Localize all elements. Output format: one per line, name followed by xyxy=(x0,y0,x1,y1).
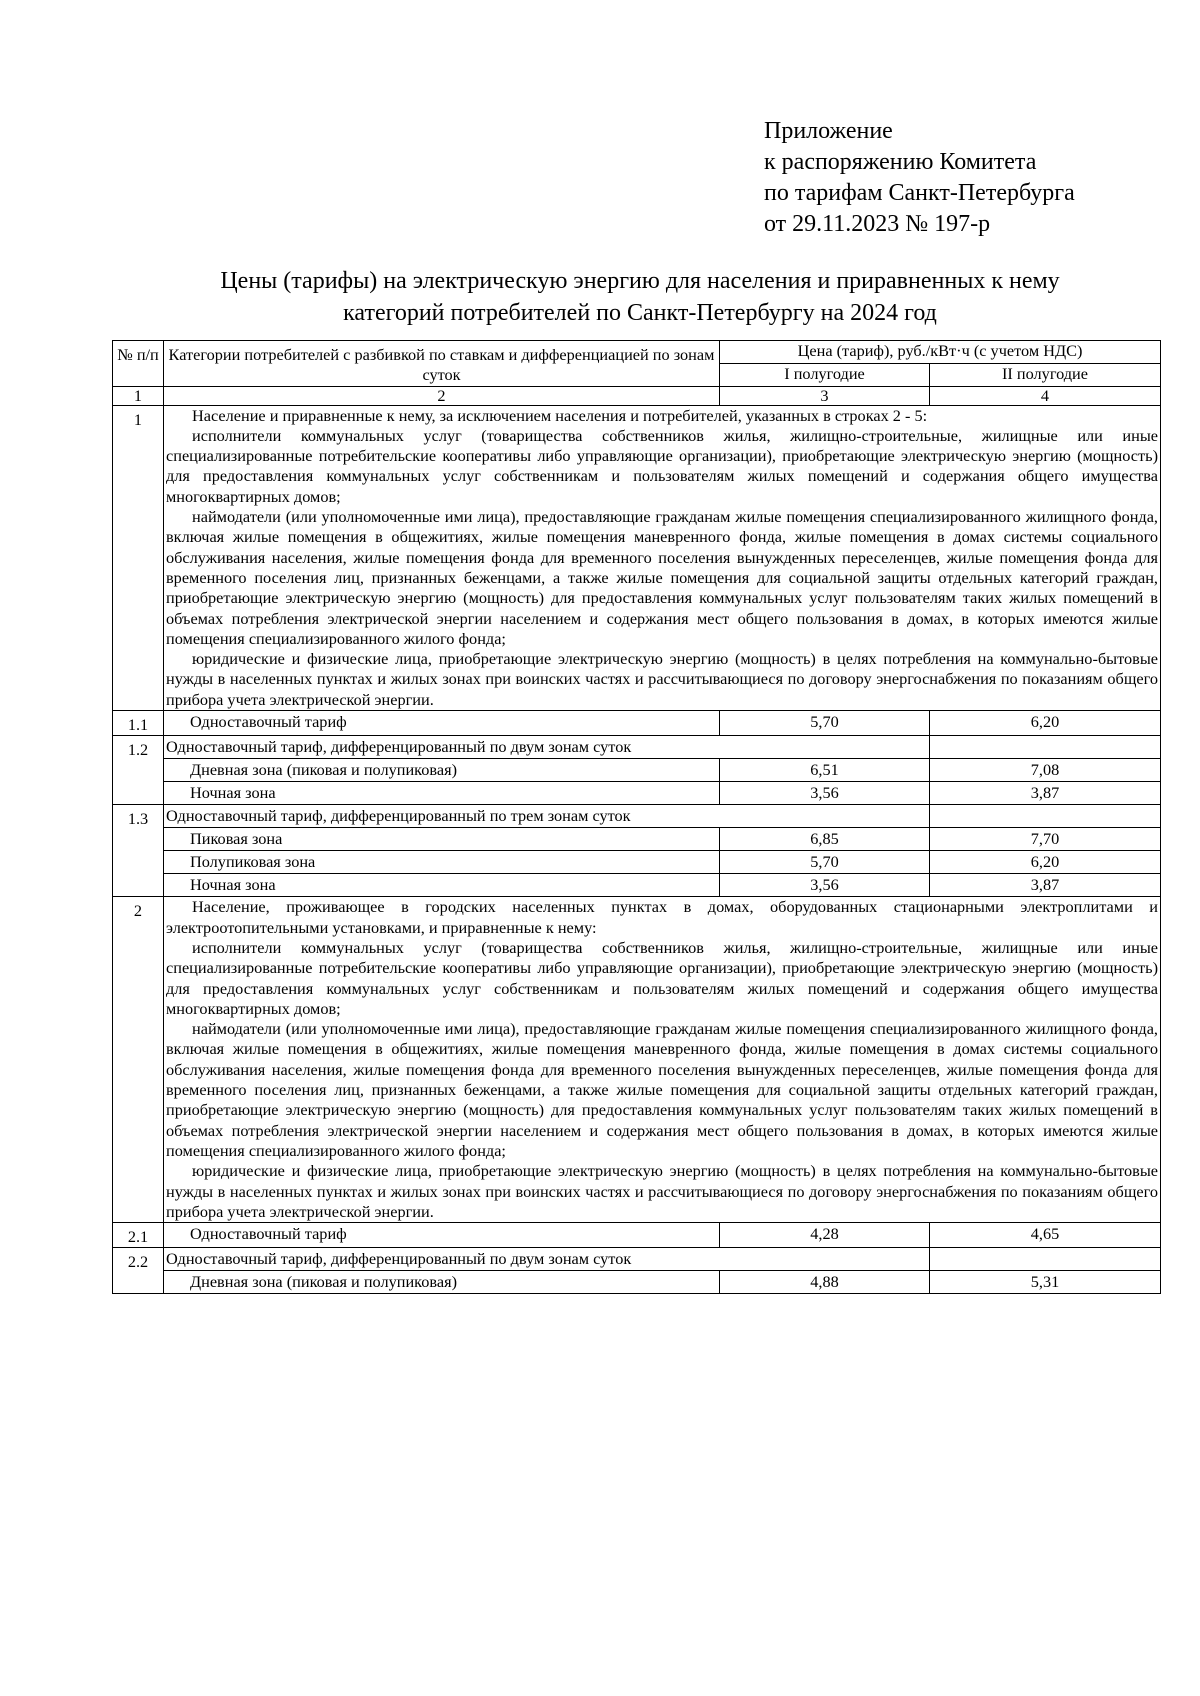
row-1-2-night xyxy=(113,782,1161,805)
section-2-paragraph: исполнители коммунальных услуг (товарищества собственников жилья, жилищно-строительные, жилищные или иные специализированные потребительские кооперативы либо управляющие организации), приобретающие электрическую энергию (мощность) для предоставления коммунальных услуг собственникам и пользователям жилых помещений и содержания общего имущества многоквартирных домов; xyxy=(166,937,1158,1018)
row-2-2-day-label: Дневная зона (пиковая и полупиковая) xyxy=(164,1271,720,1294)
row-1-2-night-half-2: 3,87 xyxy=(930,782,1161,805)
row-1-3-semi-label: Полупиковая зона xyxy=(164,851,720,874)
row-1-3-semi-half-2: 6,20 xyxy=(930,851,1161,874)
section-1-paragraph: юридические и физические лица, приобретающие электрическую энергию (мощность) в целях потребления на коммунально-бытовые нужды в населенных пунктах и жилых зонах при воинских частях и рассчитывающиеся по договору энергоснабжения по показаниям общего прибора учета электрической энергии. xyxy=(166,649,1158,709)
row-2-1 xyxy=(113,1223,1161,1248)
row-1-3-night-half-1: 3,56 xyxy=(720,874,930,897)
row-2-2-empty xyxy=(930,1248,1161,1271)
section-2-num: 2 xyxy=(113,897,164,1223)
title-line-2: категорий потребителей по Санкт-Петербургу на 2024 год xyxy=(343,300,937,326)
row-2-2-label: Одноставочный тариф, дифференцированный по двум зонам суток xyxy=(164,1248,930,1271)
row-1-2-empty xyxy=(930,736,1161,759)
row-1-3-night-label: Ночная зона xyxy=(164,874,720,897)
row-2-2-num: 2.2 xyxy=(113,1248,164,1294)
row-1-1-label: Одноставочный тариф xyxy=(164,711,720,736)
tariff-table xyxy=(112,340,1161,1294)
row-2-2 xyxy=(113,1248,1161,1271)
col-number-1: 1 xyxy=(113,386,164,405)
section-1-num: 1 xyxy=(113,405,164,710)
row-1-3-peak-half-1: 6,85 xyxy=(720,828,930,851)
row-1-2-night-half-1: 3,56 xyxy=(720,782,930,805)
row-1-2-label: Одноставочный тариф, дифференцированный по двум зонам суток xyxy=(164,736,930,759)
title-line-1: Цены (тарифы) на электрическую энергию для населения и приравненных к нему xyxy=(220,268,1060,294)
approval-block xyxy=(764,116,1184,240)
row-1-3-peak-half-2: 7,70 xyxy=(930,828,1161,851)
approval-line-3: по тарифам Санкт-Петербурга xyxy=(764,180,1075,206)
row-1-2-day-half-1: 6,51 xyxy=(720,759,930,782)
col-number-3: 3 xyxy=(720,386,930,405)
section-2-description xyxy=(164,897,1161,1223)
section-1-paragraph: Население и приравненные к нему, за исключением населения и потребителей, указанных в строках 2 - 5: xyxy=(192,405,928,425)
row-1-3-empty xyxy=(930,805,1161,828)
row-1-3-num: 1.3 xyxy=(113,805,164,897)
row-2-2-day-half-2: 5,31 xyxy=(930,1271,1161,1294)
section-1-paragraph: наймодатели (или уполномоченные ими лица), предоставляющие гражданам жилые помещения специализированного жилищного фонда, включая жилые помещения в общежитиях, жилые помещения маневренного фонда, жилые помещения в домах системы социального обслуживания населения, жилые помещения фонда для временного поселения вынужденных переселенцев, жилые помещения фонда для временного поселения лиц, признанных беженцами, а также жилые помещения для социальной защиты отдельных категорий граждан, приобретающие электрическую энергию (мощность) для предоставления коммунальных услуг пользователям таких жилых помещений в объемах потребления электрической энергии населением и содержания мест общего пользования в домах, в которых имеются жилые помещения специализированного жилого фонда; xyxy=(166,507,1158,648)
row-2-1-num: 2.1 xyxy=(113,1223,164,1248)
header-half-1: I полугодие xyxy=(720,363,930,386)
approval-line-2: к распоряжению Комитета xyxy=(764,149,1037,175)
section-2-paragraph: наймодатели (или уполномоченные ими лица), предоставляющие гражданам жилые помещения специализированного жилищного фонда, включая жилые помещения в общежитиях, жилые помещения маневренного фонда, жилые помещения в домах системы социального обслуживания населения, жилые помещения фонда для временного поселения вынужденных переселенцев, жилые помещения фонда для временного поселения лиц, признанных беженцами, а также жилые помещения для социальной защиты отдельных категорий граждан, приобретающие электрическую энергию (мощность) для предоставления коммунальных услуг пользователям таких жилых помещений в объемах потребления электрической энергии населением и содержания мест общего пользования в домах, в которых имеются жилые помещения специализированного жилого фонда; xyxy=(166,1019,1158,1160)
row-1-2-night-label: Ночная зона xyxy=(164,782,720,805)
header-row xyxy=(113,341,1161,364)
col-number-4: 4 xyxy=(930,386,1161,405)
row-2-2-day xyxy=(113,1271,1161,1294)
section-2-paragraph: Население, проживающее в городских населенных пунктах в домах, оборудованных стационарными электроплитами и электроотопительными установками, и приравненные к нему: xyxy=(166,897,1158,937)
row-1-3-night xyxy=(113,874,1161,897)
col-number-2: 2 xyxy=(164,386,720,405)
header-category: Категории потребителей с разбивкой по ставкам и дифференциацией по зонам суток xyxy=(164,341,720,387)
row-1-1-half-1: 5,70 xyxy=(720,711,930,736)
header-num: № п/п xyxy=(113,341,164,387)
row-1-3-label: Одноставочный тариф, дифференцированный по трем зонам суток xyxy=(164,805,930,828)
approval-line-1: Приложение xyxy=(764,118,893,144)
row-1-3-peak xyxy=(113,828,1161,851)
row-1-3 xyxy=(113,805,1161,828)
row-1-1 xyxy=(113,711,1161,736)
row-1-2-day xyxy=(113,759,1161,782)
row-2-1-half-2: 4,65 xyxy=(930,1223,1161,1248)
header-price: Цена (тариф), руб./кВт·ч (с учетом НДС) xyxy=(720,341,1161,364)
section-2-paragraph: юридические и физические лица, приобретающие электрическую энергию (мощность) в целях потребления на коммунально-бытовые нужды в населенных пунктах и жилых зонах при воинских частях и рассчитывающиеся по договору энергоснабжения по показаниям общего прибора учета электрической энергии. xyxy=(166,1161,1158,1221)
row-2-1-half-1: 4,28 xyxy=(720,1223,930,1248)
row-1-3-night-half-2: 3,87 xyxy=(930,874,1161,897)
row-1-2-day-label: Дневная зона (пиковая и полупиковая) xyxy=(164,759,720,782)
header-half-2: II полугодие xyxy=(930,363,1161,386)
document-title xyxy=(110,265,1170,329)
row-1-3-semi-half-1: 5,70 xyxy=(720,851,930,874)
row-1-1-num: 1.1 xyxy=(113,711,164,736)
column-numbers-row xyxy=(113,386,1161,405)
section-1-description xyxy=(164,405,1161,710)
row-1-3-peak-label: Пиковая зона xyxy=(164,828,720,851)
section-1-paragraph: исполнители коммунальных услуг (товарищества собственников жилья, жилищно-строительные, жилищные или иные специализированные потребительские кооперативы либо управляющие организации), приобретающие электрическую энергию (мощность) для предоставления коммунальных услуг собственникам и пользователям жилых помещений и содержания общего имущества многоквартирных домов; xyxy=(166,425,1158,506)
row-2-2-day-half-1: 4,88 xyxy=(720,1271,930,1294)
row-2-1-label: Одноставочный тариф xyxy=(164,1223,720,1248)
row-1-1-half-2: 6,20 xyxy=(930,711,1161,736)
approval-line-4: от 29.11.2023 № 197-р xyxy=(764,211,991,237)
section-2-description-row xyxy=(113,897,1161,1223)
row-1-2-num: 1.2 xyxy=(113,736,164,805)
section-1-description-row xyxy=(113,405,1161,710)
row-1-3-semi xyxy=(113,851,1161,874)
row-1-2-day-half-2: 7,08 xyxy=(930,759,1161,782)
row-1-2 xyxy=(113,736,1161,759)
